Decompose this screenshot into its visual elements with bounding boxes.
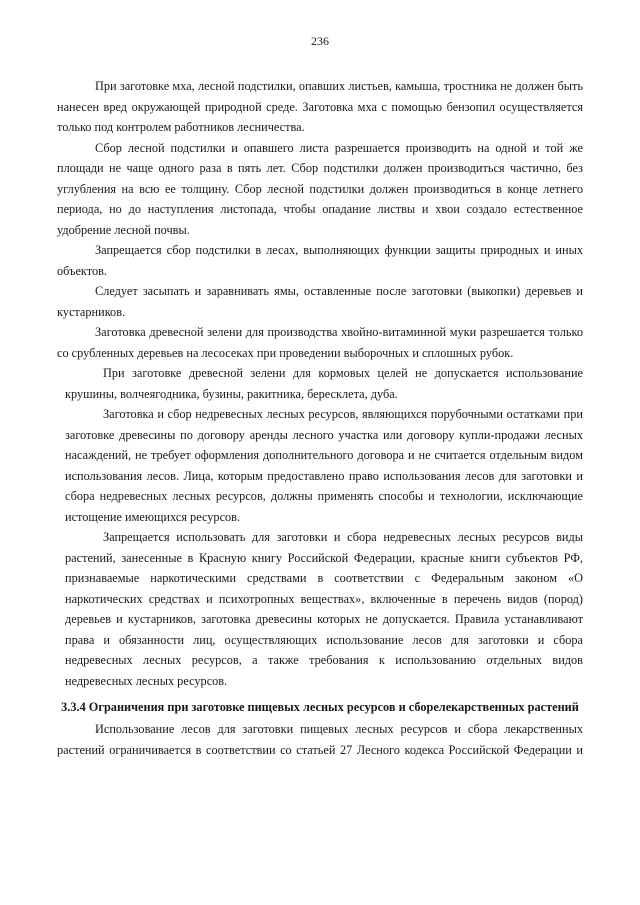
paragraph-moss-harvesting: При заготовке мха, лесной подстилки, опавших листьев, камыша, тростника не должен быть нанесен вред окружающей природной среде. Заготовка мха с помощью бензопил осуществляется только под контролем работников лесничества. [57, 79, 583, 134]
section-heading: 3.3.4 Ограничения при заготовке пищевых лесных ресурсов и сборелекарственных растений [61, 700, 579, 714]
paragraph-non-wood-resources: Заготовка и сбор недревесных лесных ресурсов, являющихся порубочными остатками при заготовке древесины по договору аренды лесного участка или договору купли-продажи лесных насаждений, не требует оформления дополнительного договора и не считается отдельным видом использования лесов. Лица, которым предоставлено право использования лесов для заготовки и сбора недревесных лесных ресурсов, должны применять способы и технологии, исключающие истощение имеющихся ресурсов. [65, 407, 583, 524]
paragraph-greenery-feed: При заготовке древесной зелени для кормовых целей не допускается использование крушины, волчеягодника, бузины, ракитника, бересклета, дуба. [65, 366, 583, 401]
paragraph-litter-collection: Сбор лесной подстилки и опавшего листа разрешается производить на одной и той же площади не чаще одного раза в пять лет. Сбор подстилки должен производиться частично, без углубления на всю ее толщину. Сбор лесной подстилки должен производиться в конце летнего периода, но до наступления листопада, чтобы опадание листвы и хвои создало естественное удобрение лесной почвы. [57, 140, 583, 237]
paragraph-food-resources-limits: Использование лесов для заготовки пищевых лесных ресурсов и сбора лекарственных растений ограничивается в соответствии со статьей 27 Лесного кодекса Российской Федерации и [57, 722, 583, 757]
page-number: 236 [311, 34, 329, 48]
paragraph-pits-filling: Следует засыпать и заравнивать ямы, оставленные после заготовки (выкопки) деревьев и кустарников. [57, 284, 583, 319]
document-body [57, 76, 583, 760]
paragraph-litter-prohibition: Запрещается сбор подстилки в лесах, выполняющих функции защиты природных и иных объектов. [57, 243, 583, 278]
paragraph-red-book-prohibition: Запрещается использовать для заготовки и сбора недревесных лесных ресурсов виды растений, занесенные в Красную книгу Российской Федерации, красные книги субъектов РФ, признаваемые наркотическими средствами в соответствии с Федеральным законом «О наркотических средствах и психотропных веществах», включенные в перечень видов (пород) деревьев и кустарников, заготовка древесины которых не допускается. Правила устанавливают права и обязанности лиц, осуществляющих использование лесов для заготовки и сбора недревесных лесных ресурсов, а также требования к использованию отдельных видов недревесных лесных ресурсов. [65, 530, 583, 688]
paragraph-greenery-flour: Заготовка древесной зелени для производства хвойно-витаминной муки разрешается только со срубленных деревьев на лесосеках при проведении выборочных и сплошных рубок. [57, 325, 583, 360]
